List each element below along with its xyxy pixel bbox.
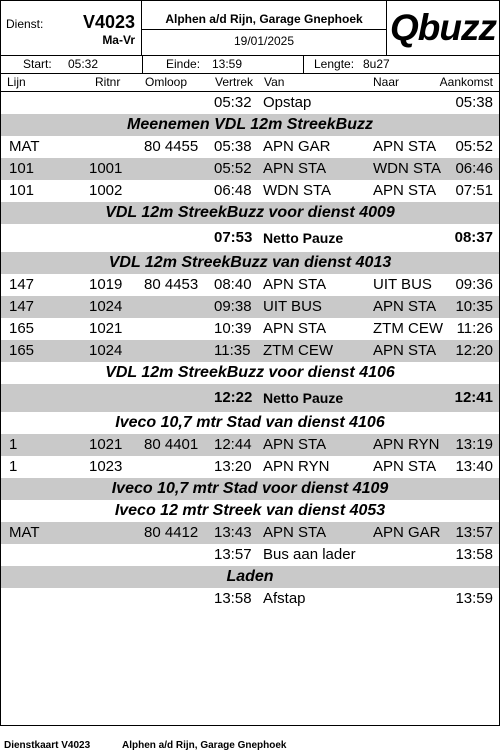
naar-cell: APN STA [373, 342, 437, 359]
col-ritnr: Ritnr [95, 75, 121, 89]
section-heading [1, 566, 499, 588]
vertrek-cell: 05:52 [214, 160, 252, 177]
schedule-rows [1, 92, 499, 610]
van-cell: UIT BUS [263, 298, 322, 315]
pauze-row [1, 384, 499, 412]
divider [142, 56, 143, 73]
col-van: Van [264, 75, 285, 89]
aankomst-cell: 06:46 [455, 160, 493, 177]
naar-cell: APN STA [373, 138, 437, 155]
footer-right: Alphen a/d Rijn, Garage Gnephoek [122, 740, 287, 751]
van-cell: Afstap [263, 590, 306, 607]
lijn-cell: 165 [9, 342, 35, 359]
qbuzz-logo: Qbuzz [390, 7, 496, 48]
trip-row [1, 158, 499, 180]
vertrek-cell: 13:20 [214, 458, 252, 475]
times-bar [1, 55, 499, 74]
ritnr-cell: 1024 [89, 298, 123, 315]
ritnr-cell: 1021 [89, 320, 123, 337]
datum: 19/01/2025 [233, 34, 295, 48]
lengte-label: Lengte: [314, 57, 355, 71]
trip-row [1, 588, 499, 610]
aankomst-cell: 13:40 [455, 458, 493, 475]
omloop-cell: 80 4401 [144, 436, 199, 453]
section-title: Iveco 12 mtr Streek van dienst 4053 [114, 502, 386, 519]
trip-row [1, 92, 499, 114]
naar-cell: APN STA [373, 182, 437, 199]
ritnr-cell: 1021 [89, 436, 123, 453]
aankomst-cell: 05:52 [455, 138, 493, 155]
lijn-cell: 147 [9, 298, 35, 315]
lijn-cell: 165 [9, 320, 35, 337]
section-heading [1, 500, 499, 522]
trip-row [1, 318, 499, 340]
omloop-cell: 80 4412 [144, 524, 199, 541]
trip-row [1, 544, 499, 566]
vertrek-cell: 13:58 [214, 590, 252, 607]
vertrek-cell: 13:43 [214, 524, 252, 541]
omloop-cell: 80 4453 [144, 276, 199, 293]
section-title: Iveco 10,7 mtr Stad voor dienst 4109 [111, 480, 389, 497]
dienst-number: V4023 [82, 12, 135, 32]
pauze-start: 12:22 [214, 389, 253, 406]
section-heading [1, 252, 499, 274]
trip-row [1, 456, 499, 478]
omloop-cell: 80 4455 [144, 138, 199, 155]
section-heading [1, 202, 499, 224]
lijn-cell: 1 [9, 458, 18, 475]
ritnr-cell: 1024 [89, 342, 123, 359]
naar-cell: APN STA [373, 458, 437, 475]
lijn-cell: 1 [9, 436, 18, 453]
divider [142, 29, 386, 30]
van-cell: APN STA [263, 160, 327, 177]
vertrek-cell: 08:40 [214, 276, 252, 293]
start-label: Start: [23, 57, 52, 71]
ritnr-cell: 1002 [89, 182, 123, 199]
naar-cell: WDN STA [373, 160, 442, 177]
vertrek-cell: 10:39 [214, 320, 252, 337]
section-title: Laden [226, 568, 274, 585]
lijn-cell: MAT [9, 524, 40, 541]
col-naar: Naar [373, 75, 400, 89]
footer-left: Dienstkaart V4023 [4, 740, 91, 751]
trip-row [1, 340, 499, 362]
aankomst-cell: 05:38 [455, 94, 493, 111]
van-cell: ZTM CEW [263, 342, 333, 359]
pauze-end: 12:41 [454, 389, 493, 406]
vertrek-cell: 09:38 [214, 298, 252, 315]
naar-cell: APN GAR [373, 524, 441, 541]
vertrek-cell: 12:44 [214, 436, 252, 453]
vertrek-cell: 05:38 [214, 138, 252, 155]
aankomst-cell: 09:36 [455, 276, 493, 293]
section-heading [1, 114, 499, 136]
pauze-start: 07:53 [214, 229, 253, 246]
vertrek-cell: 11:35 [214, 342, 251, 359]
section-title: VDL 12m StreekBuzz van dienst 4013 [108, 254, 392, 271]
trip-row [1, 136, 499, 158]
section-title: Iveco 10,7 mtr Stad van dienst 4106 [115, 414, 385, 431]
ritnr-cell: 1019 [89, 276, 123, 293]
vertrek-cell: 13:57 [214, 546, 252, 563]
einde-time: 13:59 [212, 57, 243, 71]
column-headers [1, 74, 499, 92]
col-omloop: Omloop [145, 75, 188, 89]
trip-row [1, 434, 499, 456]
van-cell: APN STA [263, 276, 327, 293]
garage-name: Alphen a/d Rijn, Garage Gnephoek [165, 12, 363, 26]
pauze-label: Netto Pauze [263, 390, 344, 406]
van-cell: APN STA [263, 436, 327, 453]
header [1, 1, 499, 55]
aankomst-cell: 07:51 [455, 182, 493, 199]
lijn-cell: MAT [9, 138, 40, 155]
naar-cell: UIT BUS [373, 276, 432, 293]
section-title: Meenemen VDL 12m StreekBuzz [126, 116, 373, 133]
ritnr-cell: 1001 [89, 160, 123, 177]
garage-cell [142, 1, 387, 55]
vertrek-cell: 06:48 [214, 182, 252, 199]
van-cell: Bus aan lader [263, 546, 356, 563]
col-aankomst: Aankomst [439, 75, 493, 89]
pauze-row [1, 224, 499, 252]
section-title: VDL 12m StreekBuzz voor dienst 4009 [105, 204, 395, 221]
trip-row [1, 180, 499, 202]
section-title: VDL 12m StreekBuzz voor dienst 4106 [105, 364, 395, 381]
section-heading [1, 478, 499, 500]
naar-cell: APN RYN [373, 436, 440, 453]
section-heading [1, 412, 499, 434]
aankomst-cell: 13:57 [455, 524, 493, 541]
lijn-cell: 147 [9, 276, 35, 293]
dienst-label: Dienst: [6, 17, 44, 31]
naar-cell: APN STA [373, 298, 437, 315]
trip-row [1, 274, 499, 296]
lijn-cell: 101 [9, 160, 35, 177]
van-cell: WDN STA [263, 182, 332, 199]
aankomst-cell: 13:19 [455, 436, 493, 453]
aankomst-cell: 12:20 [455, 342, 493, 359]
van-cell: Opstap [263, 94, 312, 111]
pauze-label: Netto Pauze [263, 230, 344, 246]
van-cell: APN RYN [263, 458, 330, 475]
dagen: Ma-Vr [102, 33, 135, 47]
einde-label: Einde: [166, 57, 201, 71]
vertrek-cell: 05:32 [214, 94, 252, 111]
pauze-end: 08:37 [454, 229, 493, 246]
dienst-cell [1, 1, 142, 55]
naar-cell: ZTM CEW [373, 320, 443, 337]
aankomst-cell: 11:26 [456, 320, 493, 337]
van-cell: APN STA [263, 524, 327, 541]
trip-row [1, 296, 499, 318]
aankomst-cell: 13:59 [455, 590, 493, 607]
lengte-value: 8u27 [363, 57, 390, 71]
section-heading [1, 362, 499, 384]
col-lijn: Lijn [7, 75, 26, 89]
trip-row [1, 522, 499, 544]
col-vertrek: Vertrek [215, 75, 254, 89]
aankomst-cell: 10:35 [455, 298, 493, 315]
van-cell: APN GAR [263, 138, 331, 155]
aankomst-cell: 13:58 [455, 546, 493, 563]
van-cell: APN STA [263, 320, 327, 337]
ritnr-cell: 1023 [89, 458, 123, 475]
lijn-cell: 101 [9, 182, 35, 199]
divider [303, 56, 304, 73]
start-time: 05:32 [68, 57, 99, 71]
